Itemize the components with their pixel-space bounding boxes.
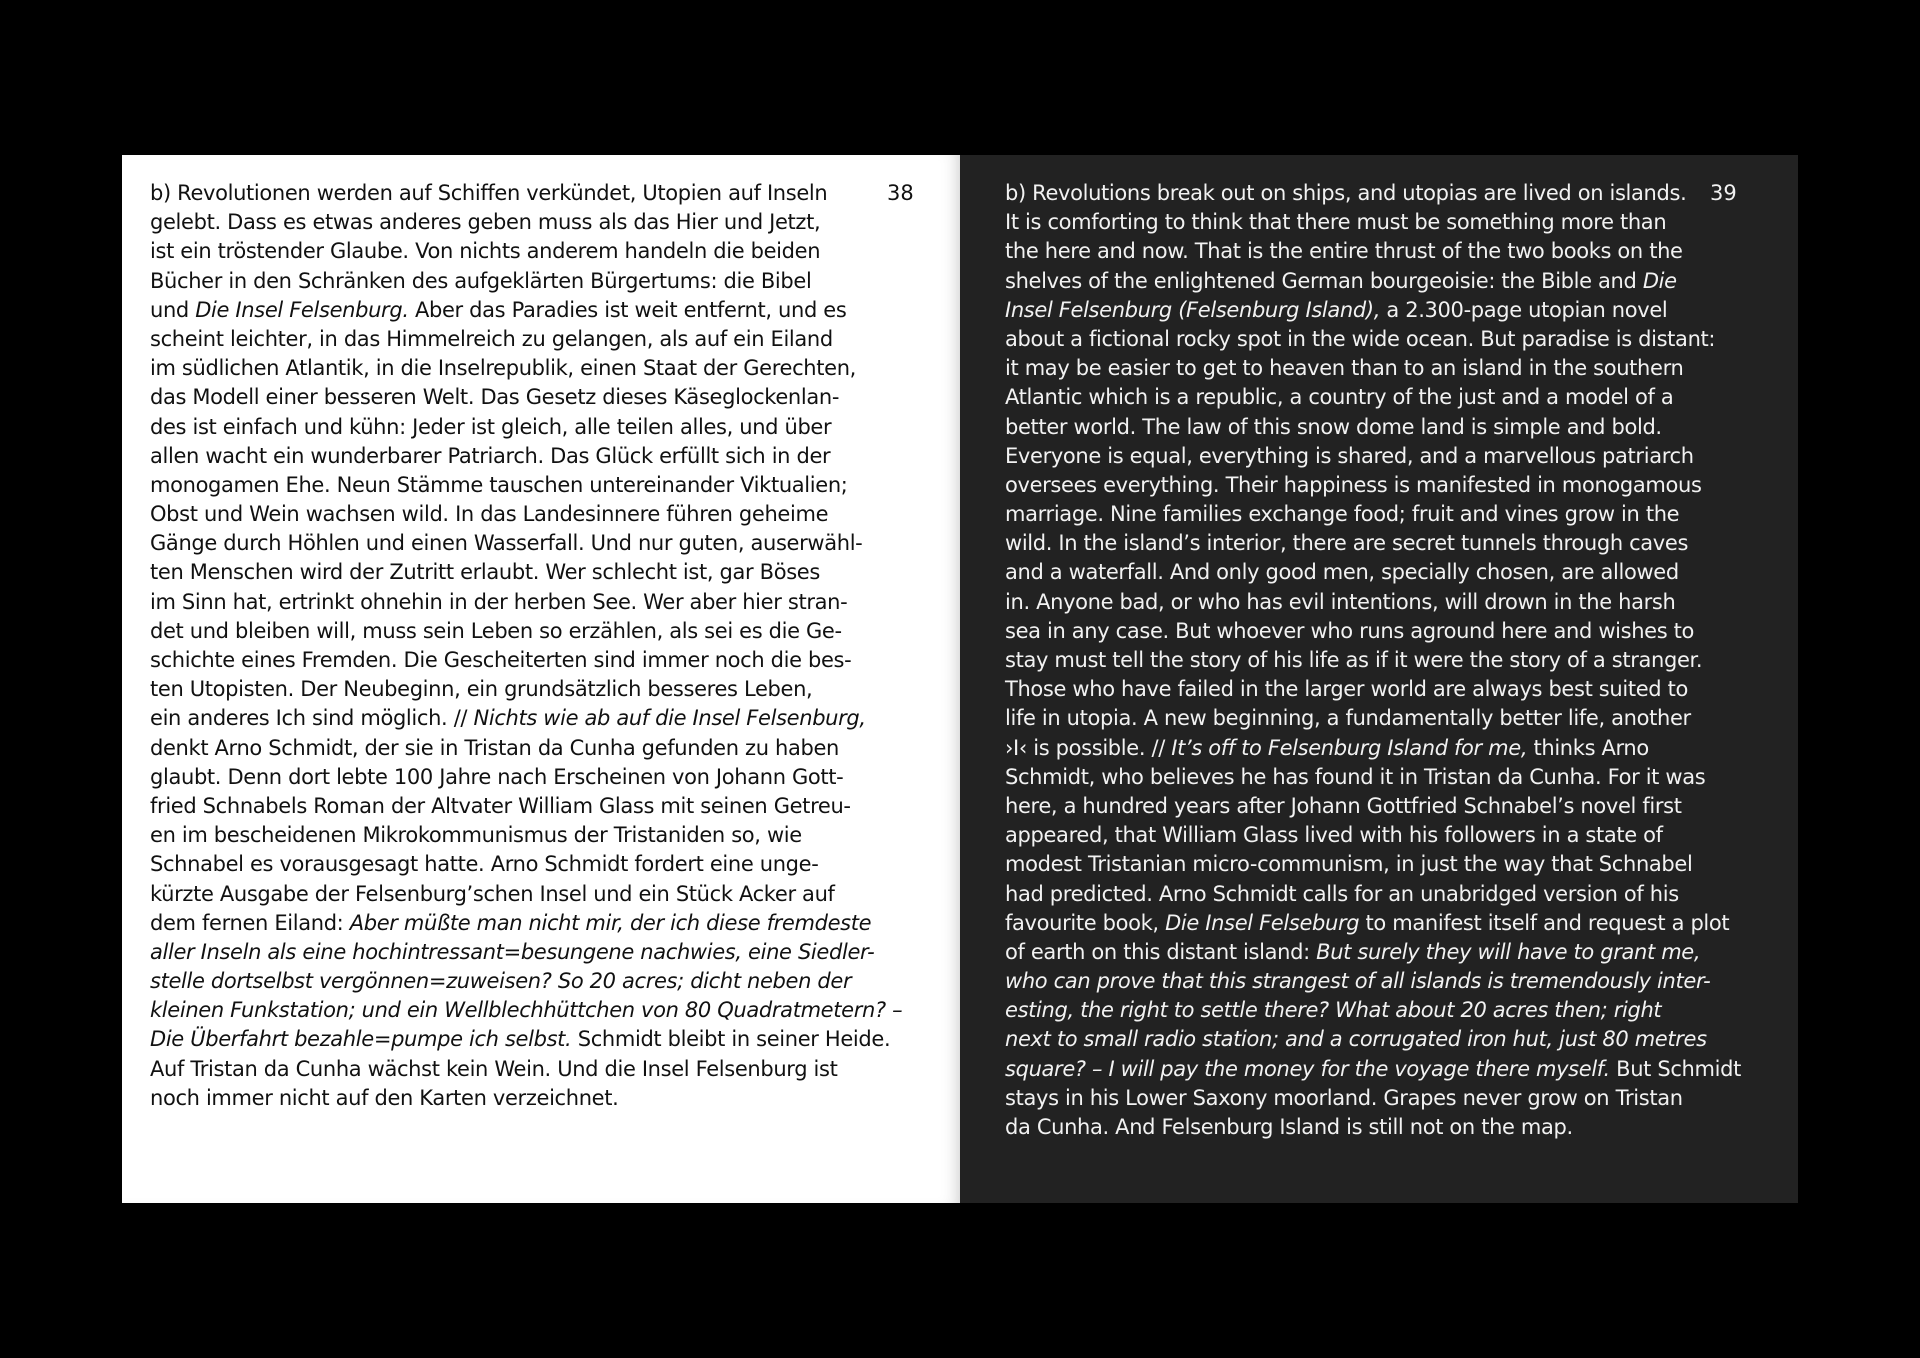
text-line xyxy=(150,734,902,763)
text-line xyxy=(150,850,902,879)
text-run: ›I‹ is possible. // xyxy=(1005,735,1172,760)
text-run: im Sinn hat, ertrinkt ohnehin in der herben See. Wer aber hier stran- xyxy=(150,589,848,614)
text-line xyxy=(1005,704,1741,733)
text-line xyxy=(150,296,902,325)
text-line xyxy=(1005,1055,1741,1084)
text-run: das Modell einer besseren Welt. Das Gesetz dieses Käseglockenlan- xyxy=(150,385,840,410)
text-run: dem fernen Eiland: xyxy=(150,910,350,935)
text-run: glaubt. Denn dort lebte 100 Jahre nach Erscheinen von Johann Gott- xyxy=(150,764,844,789)
text-run: scheint leichter, in das Himmelreich zu gelangen, als auf ein Eiland xyxy=(150,326,833,351)
text-run: oversees everything. Their happiness is manifested in monogamous xyxy=(1005,472,1702,497)
text-run: Schmidt bleibt in seiner Heide. xyxy=(571,1027,891,1052)
text-line xyxy=(150,558,902,587)
text-line xyxy=(150,500,902,529)
text-line xyxy=(1005,383,1741,412)
text-line xyxy=(150,383,902,412)
text-line xyxy=(1005,646,1741,675)
right-page-english xyxy=(960,155,1798,1203)
text-run: thinks Arno xyxy=(1527,735,1649,760)
text-run: b) Revolutions break out on ships, and utopias are lived on islands. xyxy=(1005,181,1687,205)
text-run: stay must tell the story of his life as if it were the story of a stranger. xyxy=(1005,648,1703,672)
text-run: allen wacht ein wunderbarer Patriarch. Das Glück erfüllt sich in der xyxy=(150,443,831,468)
text-run: of earth on this distant island: xyxy=(1005,939,1317,964)
text-line xyxy=(150,967,902,996)
text-line xyxy=(1005,996,1741,1025)
text-line xyxy=(1005,850,1741,879)
text-run: the here and now. That is the entire thrust of the two books on the xyxy=(1005,239,1683,264)
text-line xyxy=(150,792,902,821)
text-run: Schmidt, who believes he has found it in Tristan da Cunha. For it was xyxy=(1005,764,1706,789)
text-run: Gänge durch Höhlen und einen Wasserfall. Und nur guten, auserwähl- xyxy=(150,531,863,556)
text-run: But Schmidt xyxy=(1609,1056,1741,1081)
text-run: ein anderes Ich sind möglich. // xyxy=(150,706,474,731)
text-run: und xyxy=(150,297,196,322)
text-line xyxy=(1005,1084,1741,1113)
text-line xyxy=(150,1084,902,1113)
text-run: here, a hundred years after Johann Gottfried Schnabel’s novel first xyxy=(1005,793,1682,818)
text-line xyxy=(1005,1025,1741,1054)
text-line xyxy=(150,588,902,617)
text-run: shelves of the enlightened German bourgeoisie: the Bible and xyxy=(1005,268,1643,293)
italic-text-run: kleinen Funkstation; und ein Wellblechhüttchen von 80 Quadratmetern? – xyxy=(150,998,903,1023)
text-line xyxy=(1005,267,1741,296)
text-run: noch immer nicht auf den Karten verzeichnet. xyxy=(150,1085,619,1110)
italic-text-run: next to small radio station; and a corrugated iron hut, just 80 metres xyxy=(1005,1027,1707,1052)
text-line xyxy=(150,179,902,208)
text-run: da Cunha. And Felsenburg Island is still not on the map. xyxy=(1005,1115,1573,1139)
text-line xyxy=(150,471,902,500)
text-line xyxy=(1005,325,1741,354)
text-line xyxy=(150,354,902,383)
text-line xyxy=(150,442,902,471)
italic-text-run: square? – I will pay the money for the voyage there myself. xyxy=(1005,1056,1610,1081)
text-line xyxy=(1005,1113,1741,1142)
text-line xyxy=(1005,179,1741,208)
text-line xyxy=(150,325,902,354)
italic-text-run: aller Inseln als eine hochintressant=besungene nachwies, eine Siedler- xyxy=(150,939,875,964)
text-line xyxy=(1005,821,1741,850)
text-line xyxy=(1005,442,1741,471)
text-line xyxy=(1005,558,1741,587)
text-run: des ist einfach und kühn: Jeder ist gleich, alle teilen alles, und über xyxy=(150,414,832,439)
text-line xyxy=(1005,938,1741,967)
text-run: to manifest itself and request a plot xyxy=(1359,910,1730,935)
text-run: ten Menschen wird der Zutritt erlaubt. Wer schlecht ist, gar Böses xyxy=(150,560,820,585)
text-run: modest Tristanian micro-communism, in just the way that Schnabel xyxy=(1005,852,1693,877)
text-line xyxy=(1005,413,1741,442)
text-line xyxy=(150,237,902,266)
text-run: monogamen Ehe. Neun Stämme tauschen untereinander Viktualien; xyxy=(150,472,848,497)
text-run: better world. The law of this snow dome land is simple and bold. xyxy=(1005,414,1662,439)
text-line xyxy=(150,208,902,237)
text-line xyxy=(150,617,902,646)
text-line xyxy=(150,704,902,733)
text-run: in. Anyone bad, or who has evil intentions, will drown in the harsh xyxy=(1005,589,1676,614)
text-line xyxy=(150,821,902,850)
text-line xyxy=(1005,763,1741,792)
text-run: Schnabel es vorausgesagt hatte. Arno Schmidt fordert eine unge- xyxy=(150,852,819,877)
text-line xyxy=(1005,792,1741,821)
italic-text-run: Die Überfahrt bezahle=pumpe ich selbst. xyxy=(150,1027,572,1052)
text-line xyxy=(150,763,902,792)
text-run: ten Utopisten. Der Neubeginn, ein grundsätzlich besseres Leben, xyxy=(150,677,813,702)
text-line xyxy=(150,1055,902,1084)
text-run: en im bescheidenen Mikrokommunismus der Tristaniden so, wie xyxy=(150,823,802,848)
page-number-left: 38 xyxy=(887,181,914,205)
text-line xyxy=(1005,734,1741,763)
text-line xyxy=(150,880,902,909)
text-run: schichte eines Fremden. Die Gescheiterten sind immer noch die bes- xyxy=(150,648,852,672)
text-run: about a fictional rocky spot in the wide ocean. But paradise is distant: xyxy=(1005,326,1716,351)
text-line xyxy=(150,413,902,442)
text-run: Atlantic which is a republic, a country of the just and a model of a xyxy=(1005,385,1674,410)
text-run: Bücher in den Schränken des aufgeklärten Bürgertums: die Bibel xyxy=(150,268,812,293)
text-line xyxy=(1005,296,1741,325)
page-number-right: 39 xyxy=(1710,181,1737,205)
text-run: wild. In the island’s interior, there are secret tunnels through caves xyxy=(1005,531,1689,556)
italic-text-run: Insel Felsenburg (Felsenburg Island), xyxy=(1005,297,1381,322)
italic-text-run: stelle dortselbst vergönnen=zuweisen? So 20 acres; dicht neben der xyxy=(150,969,852,994)
text-run: b) Revolutionen werden auf Schiffen verkündet, Utopien auf Inseln xyxy=(150,181,828,205)
text-run: appeared, that William Glass lived with his followers in a state of xyxy=(1005,823,1663,848)
text-line xyxy=(1005,588,1741,617)
text-line xyxy=(1005,500,1741,529)
text-run: ist ein tröstender Glaube. Von nichts anderem handeln die beiden xyxy=(150,239,821,264)
italic-text-run: It’s off to Felsenburg Island for me, xyxy=(1171,735,1528,760)
text-run: fried Schnabels Roman der Altvater William Glass mit seinen Getreu- xyxy=(150,793,851,818)
text-run: gelebt. Dass es etwas anderes geben muss als das Hier und Jetzt, xyxy=(150,210,821,235)
text-line xyxy=(1005,617,1741,646)
text-line xyxy=(1005,880,1741,909)
italic-text-run: Die xyxy=(1642,268,1677,293)
left-page-body-text xyxy=(150,179,902,1113)
italic-text-run: who can prove that this strangest of all islands is tremendously inter- xyxy=(1005,969,1711,994)
text-line xyxy=(150,1025,902,1054)
text-line xyxy=(1005,909,1741,938)
left-page-german xyxy=(122,155,960,1203)
italic-text-run: Nichts wie ab auf die Insel Felsenburg, xyxy=(473,706,866,731)
text-line xyxy=(1005,237,1741,266)
text-line xyxy=(1005,354,1741,383)
text-run: stays in his Lower Saxony moorland. Grapes never grow on Tristan xyxy=(1005,1085,1683,1110)
text-run: it may be easier to get to heaven than to an island in the southern xyxy=(1005,356,1684,381)
italic-text-run: esting, the right to settle there? What about 20 acres then; right xyxy=(1005,998,1662,1023)
text-run: Auf Tristan da Cunha wächst kein Wein. Und die Insel Felsenburg ist xyxy=(150,1056,838,1081)
text-line xyxy=(150,996,902,1025)
text-run: Everyone is equal, everything is shared, and a marvellous patriarch xyxy=(1005,443,1694,468)
text-run: a 2.300-page utopian novel xyxy=(1380,297,1668,322)
text-run: im südlichen Atlantik, in die Inselrepublik, einen Staat der Gerechten, xyxy=(150,356,856,381)
italic-text-run: Aber müßte man nicht mir, der ich diese fremdeste xyxy=(349,910,872,935)
text-line xyxy=(1005,675,1741,704)
text-line xyxy=(150,529,902,558)
text-line xyxy=(1005,208,1741,237)
text-run: Those who have failed in the larger world are always best suited to xyxy=(1005,677,1688,702)
text-line xyxy=(150,938,902,967)
text-run: life in utopia. A new beginning, a fundamentally better life, another xyxy=(1005,706,1691,731)
text-run: favourite book, xyxy=(1005,910,1166,935)
text-run: Obst und Wein wachsen wild. In das Landesinnere führen geheime xyxy=(150,502,829,527)
text-line xyxy=(150,646,902,675)
text-run: Aber das Paradies ist weit entfernt, und es xyxy=(408,297,847,322)
text-line xyxy=(1005,471,1741,500)
italic-text-run: Die Insel Felseburg xyxy=(1165,910,1360,935)
text-line xyxy=(1005,967,1741,996)
text-line xyxy=(1005,529,1741,558)
text-run: det und bleiben will, muss sein Leben so erzählen, als sei es die Ge- xyxy=(150,618,842,643)
text-line xyxy=(150,675,902,704)
right-page-body-text xyxy=(1005,179,1741,1142)
text-run: denkt Arno Schmidt, der sie in Tristan da Cunha gefunden zu haben xyxy=(150,735,839,760)
text-run: and a waterfall. And only good men, specially chosen, are allowed xyxy=(1005,560,1679,585)
text-run: sea in any case. But whoever who runs aground here and wishes to xyxy=(1005,618,1695,643)
text-line xyxy=(150,909,902,938)
text-run: It is comforting to think that there must be something more than xyxy=(1005,210,1667,235)
text-run: kürzte Ausgabe der Felsenburg’schen Insel und ein Stück Acker auf xyxy=(150,881,835,906)
text-line xyxy=(150,267,902,296)
italic-text-run: Die Insel Felsenburg. xyxy=(195,297,409,322)
italic-text-run: But surely they will have to grant me, xyxy=(1316,939,1701,964)
text-run: marriage. Nine families exchange food; fruit and vines grow in the xyxy=(1005,502,1680,527)
book-spread xyxy=(122,155,1798,1203)
text-run: had predicted. Arno Schmidt calls for an unabridged version of his xyxy=(1005,881,1679,906)
